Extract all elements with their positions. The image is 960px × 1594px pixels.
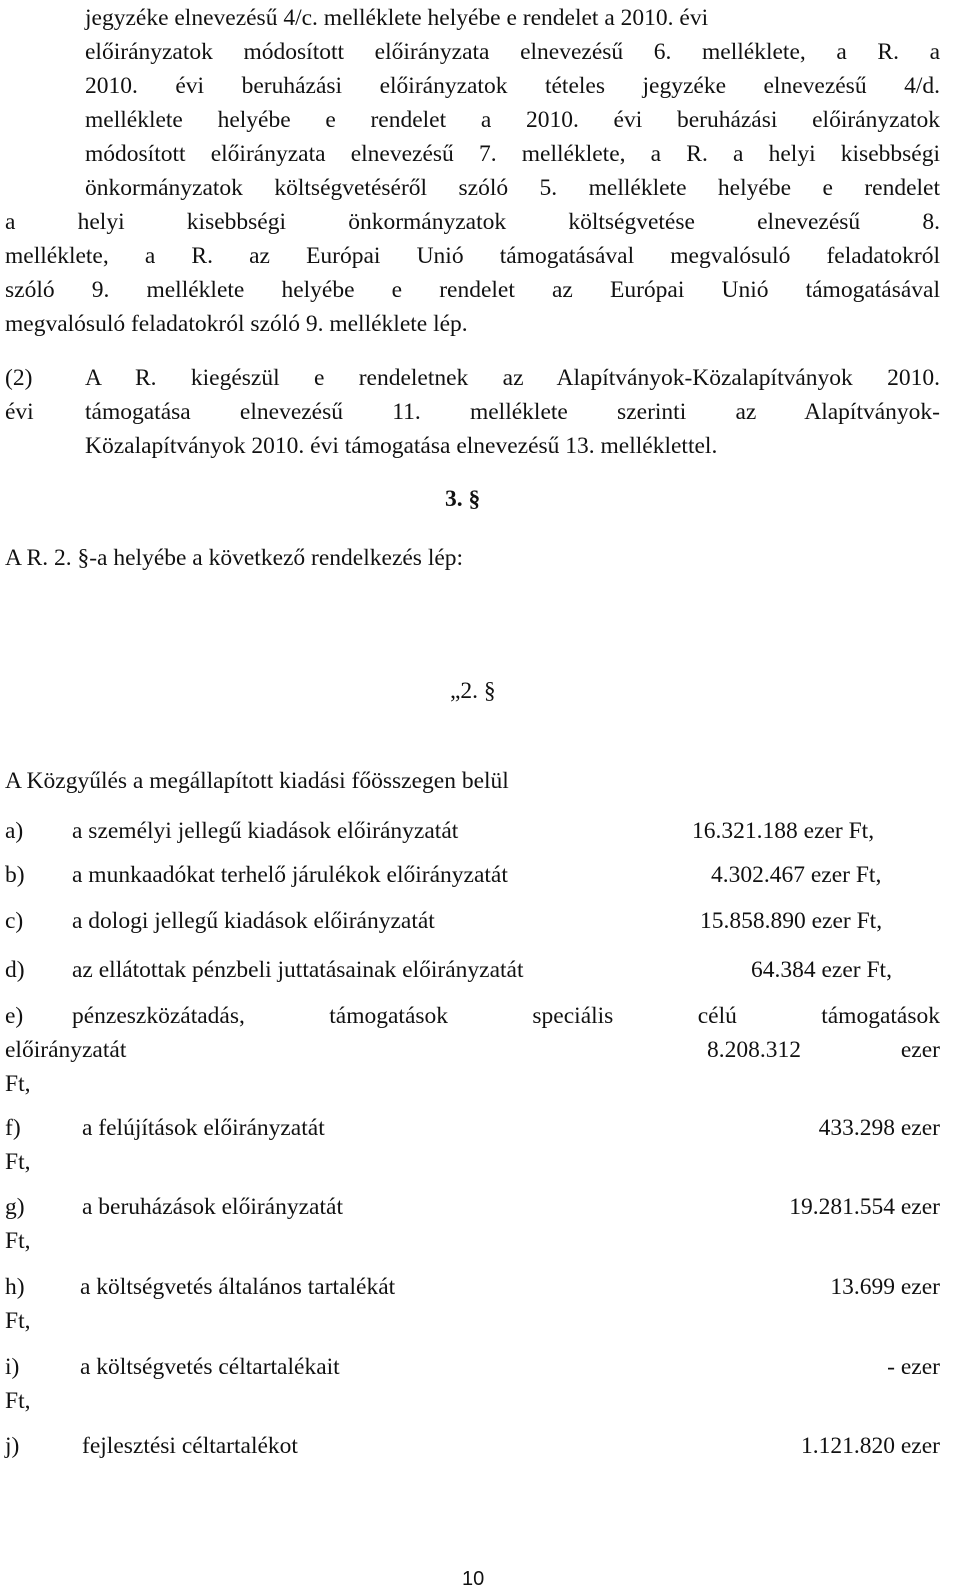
item-e-line-1: pénzeszközátadás, támogatások speciális célú támogatások xyxy=(72,1003,940,1029)
item-f-amount: 433.298 ezer xyxy=(818,1115,940,1141)
para2-line-1: A R. kiegészül e rendeletnek az Alapítványok-Közalapítványok 2010. xyxy=(85,365,940,391)
item-h-wrap: Ft, xyxy=(5,1308,31,1334)
item-d-amount: 64.384 ezer Ft, xyxy=(751,957,892,983)
item-i-text: a költségvetés céltartalékait xyxy=(80,1354,340,1380)
item-f-letter: f) xyxy=(5,1115,21,1141)
item-h-text: a költségvetés általános tartalékát xyxy=(80,1274,396,1300)
item-g-text: a beruházások előirányzatát xyxy=(82,1194,343,1220)
item-b-letter: b) xyxy=(5,862,25,888)
intro-line-7: a helyi kisebbségi önkormányzatok költségvetése elnevezésű 8. xyxy=(5,209,940,235)
intro-line-3: 2010. évi beruházási előirányzatok tételes jegyzéke elnevezésű 4/d. xyxy=(85,73,940,99)
intro-line-10: megvalósuló feladatokról szóló 9. melléklete lép. xyxy=(5,311,468,337)
intro-line-5: módosított előirányzata elnevezésű 7. melléklete, a R. a helyi kisebbségi xyxy=(85,141,940,167)
item-c-amount: 15.858.890 ezer Ft, xyxy=(700,908,883,934)
item-i-letter: i) xyxy=(5,1354,20,1380)
page-number: 10 xyxy=(462,1568,485,1590)
replace-line: A R. 2. §-a helyébe a következő rendelkezés lép: xyxy=(5,545,464,571)
item-a-letter: a) xyxy=(5,818,24,844)
item-i-wrap: Ft, xyxy=(5,1388,31,1414)
intro-line-4: melléklete helyébe e rendelet a 2010. évi beruházási előirányzatok xyxy=(85,107,940,133)
intro-line-8: melléklete, a R. az Európai Unió támogatásával megvalósuló feladatokról xyxy=(5,243,940,269)
intro-line-2: előirányzatok módosított előirányzata elnevezésű 6. melléklete, a R. a xyxy=(85,39,940,65)
intro-line-9: szóló 9. melléklete helyébe e rendelet az Európai Unió támogatásával xyxy=(5,277,940,303)
item-h-amount: 13.699 ezer xyxy=(830,1274,940,1300)
item-j-letter: j) xyxy=(5,1433,20,1459)
item-e-line-2: előirányzatát xyxy=(5,1037,127,1063)
para2-line-3: Közalapítványok 2010. évi támogatása elnevezésű 13. melléklettel. xyxy=(85,433,718,459)
item-a-amount: 16.321.188 ezer Ft, xyxy=(692,818,875,844)
para2-lead-2: évi xyxy=(5,399,34,425)
item-e-wrap: Ft, xyxy=(5,1071,31,1097)
item-g-letter: g) xyxy=(5,1194,25,1220)
item-j-amount: 1.121.820 ezer xyxy=(801,1433,940,1459)
item-c-text: a dologi jellegű kiadások előirányzatát xyxy=(72,908,435,934)
intro-line-1: jegyzéke elnevezésű 4/c. melléklete helyébe e rendelet a 2010. évi xyxy=(85,5,709,31)
item-b-amount: 4.302.467 ezer Ft, xyxy=(711,862,882,888)
para2-line-2: támogatása elnevezésű 11. melléklete szerinti az Alapítványok- xyxy=(85,399,940,425)
item-d-letter: d) xyxy=(5,957,25,983)
item-d-text: az ellátottak pénzbeli juttatásainak előirányzatát xyxy=(72,957,524,983)
quoted-heading: „2. § xyxy=(450,678,496,704)
item-j-text: fejlesztési céltartalékot xyxy=(82,1433,298,1459)
item-g-amount: 19.281.554 ezer xyxy=(789,1194,940,1220)
para2-number: (2) xyxy=(5,365,33,391)
item-f-wrap: Ft, xyxy=(5,1149,31,1175)
item-c-letter: c) xyxy=(5,908,24,934)
item-i-amount: - ezer xyxy=(887,1354,940,1380)
item-a-text: a személyi jellegű kiadások előirányzatát xyxy=(72,818,459,844)
item-h-letter: h) xyxy=(5,1274,25,1300)
assembly-line: A Közgyűlés a megállapított kiadási főösszegen belül xyxy=(5,768,509,794)
item-f-text: a felújítások előirányzatát xyxy=(82,1115,325,1141)
intro-line-6: önkormányzatok költségvetéséről szóló 5. melléklete helyébe e rendelet xyxy=(85,175,940,201)
item-e-amount: 8.208.312 ezer xyxy=(707,1037,940,1063)
item-e-letter: e) xyxy=(5,1003,24,1029)
section-heading: 3. § xyxy=(445,486,481,512)
item-g-wrap: Ft, xyxy=(5,1228,31,1254)
item-b-text: a munkaadókat terhelő járulékok előirányzatát xyxy=(72,862,508,888)
